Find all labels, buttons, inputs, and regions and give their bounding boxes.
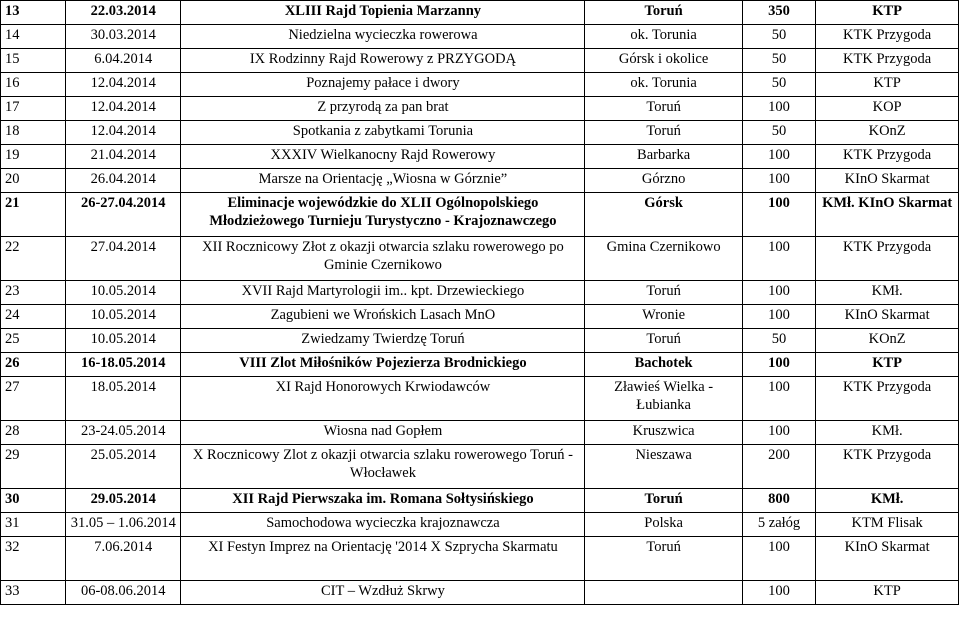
event-place: Kruszwica bbox=[585, 421, 742, 445]
event-name: Wiosna nad Gopłem bbox=[181, 421, 585, 445]
organizer: KTK Przygoda bbox=[816, 145, 959, 169]
event-name: VIII Zlot Miłośników Pojezierza Brodnickiego bbox=[181, 353, 585, 377]
participant-count: 200 bbox=[742, 445, 815, 489]
event-date: 10.05.2014 bbox=[66, 281, 181, 305]
participant-count: 100 bbox=[742, 193, 815, 237]
table-row bbox=[1, 73, 959, 97]
participant-count: 50 bbox=[742, 49, 815, 73]
event-name: Poznajemy pałace i dwory bbox=[181, 73, 585, 97]
event-number: 29 bbox=[1, 445, 66, 489]
event-date: 10.05.2014 bbox=[66, 329, 181, 353]
event-date: 16-18.05.2014 bbox=[66, 353, 181, 377]
event-name: CIT – Wzdłuż Skrwy bbox=[181, 581, 585, 605]
event-name: Niedzielna wycieczka rowerowa bbox=[181, 25, 585, 49]
event-number: 19 bbox=[1, 145, 66, 169]
table-row bbox=[1, 169, 959, 193]
table-row bbox=[1, 537, 959, 581]
organizer: KTK Przygoda bbox=[816, 445, 959, 489]
organizer: KInO Skarmat bbox=[816, 169, 959, 193]
participant-count: 5 załóg bbox=[742, 513, 815, 537]
event-place: Górsk bbox=[585, 193, 742, 237]
table-row bbox=[1, 25, 959, 49]
organizer: KMł. bbox=[816, 421, 959, 445]
event-number: 30 bbox=[1, 489, 66, 513]
event-name: XI Rajd Honorowych Krwiodawców bbox=[181, 377, 585, 421]
events-table-body bbox=[1, 1, 959, 605]
event-number: 17 bbox=[1, 97, 66, 121]
organizer: KTK Przygoda bbox=[816, 49, 959, 73]
event-place: Górzno bbox=[585, 169, 742, 193]
event-number: 28 bbox=[1, 421, 66, 445]
event-date: 18.05.2014 bbox=[66, 377, 181, 421]
participant-count: 50 bbox=[742, 73, 815, 97]
event-number: 26 bbox=[1, 353, 66, 377]
event-date: 6.04.2014 bbox=[66, 49, 181, 73]
event-date: 12.04.2014 bbox=[66, 97, 181, 121]
event-date: 30.03.2014 bbox=[66, 25, 181, 49]
event-place: Górsk i okolice bbox=[585, 49, 742, 73]
event-place: Toruń bbox=[585, 537, 742, 581]
table-row bbox=[1, 281, 959, 305]
event-place: Toruń bbox=[585, 281, 742, 305]
event-place: Wronie bbox=[585, 305, 742, 329]
table-row bbox=[1, 377, 959, 421]
event-number: 31 bbox=[1, 513, 66, 537]
event-name: IX Rodzinny Rajd Rowerowy z PRZYGODĄ bbox=[181, 49, 585, 73]
organizer: KMł. bbox=[816, 281, 959, 305]
event-date: 26.04.2014 bbox=[66, 169, 181, 193]
participant-count: 100 bbox=[742, 421, 815, 445]
participant-count: 100 bbox=[742, 97, 815, 121]
table-row bbox=[1, 237, 959, 281]
event-name: Samochodowa wycieczka krajoznawcza bbox=[181, 513, 585, 537]
event-name: XLIII Rajd Topienia Marzanny bbox=[181, 1, 585, 25]
participant-count: 100 bbox=[742, 305, 815, 329]
event-number: 25 bbox=[1, 329, 66, 353]
table-row bbox=[1, 49, 959, 73]
event-number: 22 bbox=[1, 237, 66, 281]
organizer: KTP bbox=[816, 353, 959, 377]
event-place: Toruń bbox=[585, 1, 742, 25]
table-row bbox=[1, 329, 959, 353]
participant-count: 100 bbox=[742, 537, 815, 581]
participant-count: 100 bbox=[742, 169, 815, 193]
event-date: 22.03.2014 bbox=[66, 1, 181, 25]
event-number: 20 bbox=[1, 169, 66, 193]
event-name: Z przyrodą za pan brat bbox=[181, 97, 585, 121]
event-number: 24 bbox=[1, 305, 66, 329]
participant-count: 100 bbox=[742, 237, 815, 281]
participant-count: 50 bbox=[742, 121, 815, 145]
event-number: 18 bbox=[1, 121, 66, 145]
organizer: KOP bbox=[816, 97, 959, 121]
event-name: XI Festyn Imprez na Orientację '2014 X Szprycha Skarmatu bbox=[181, 537, 585, 581]
event-place: Toruń bbox=[585, 489, 742, 513]
event-name: XII Rajd Pierwszaka im. Romana Sołtysińskiego bbox=[181, 489, 585, 513]
event-date: 25.05.2014 bbox=[66, 445, 181, 489]
table-row bbox=[1, 581, 959, 605]
event-place: Barbarka bbox=[585, 145, 742, 169]
table-row bbox=[1, 305, 959, 329]
event-date: 21.04.2014 bbox=[66, 145, 181, 169]
event-place: Zławieś Wielka - Łubianka bbox=[585, 377, 742, 421]
event-number: 32 bbox=[1, 537, 66, 581]
event-number: 23 bbox=[1, 281, 66, 305]
organizer: KInO Skarmat bbox=[816, 537, 959, 581]
event-name: XVII Rajd Martyrologii im.. kpt. Drzewieckiego bbox=[181, 281, 585, 305]
event-date: 7.06.2014 bbox=[66, 537, 181, 581]
event-number: 27 bbox=[1, 377, 66, 421]
organizer: KMł. bbox=[816, 489, 959, 513]
event-date: 26-27.04.2014 bbox=[66, 193, 181, 237]
table-row bbox=[1, 353, 959, 377]
event-place: Toruń bbox=[585, 121, 742, 145]
event-name: XXXIV Wielkanocny Rajd Rowerowy bbox=[181, 145, 585, 169]
event-place: Bachotek bbox=[585, 353, 742, 377]
event-place: Toruń bbox=[585, 97, 742, 121]
event-date: 29.05.2014 bbox=[66, 489, 181, 513]
participant-count: 350 bbox=[742, 1, 815, 25]
organizer: KTP bbox=[816, 1, 959, 25]
event-name: Marsze na Orientację „Wiosna w Górznie” bbox=[181, 169, 585, 193]
participant-count: 100 bbox=[742, 581, 815, 605]
organizer: KTM Flisak bbox=[816, 513, 959, 537]
event-number: 14 bbox=[1, 25, 66, 49]
organizer: KInO Skarmat bbox=[816, 305, 959, 329]
event-number: 13 bbox=[1, 1, 66, 25]
table-row bbox=[1, 445, 959, 489]
event-number: 15 bbox=[1, 49, 66, 73]
event-place: Polska bbox=[585, 513, 742, 537]
event-name: X Rocznicowy Zlot z okazji otwarcia szlaku rowerowego Toruń - Włocławek bbox=[181, 445, 585, 489]
event-date: 27.04.2014 bbox=[66, 237, 181, 281]
event-date: 06-08.06.2014 bbox=[66, 581, 181, 605]
organizer: KOnZ bbox=[816, 329, 959, 353]
event-name: Spotkania z zabytkami Torunia bbox=[181, 121, 585, 145]
event-place: Toruń bbox=[585, 329, 742, 353]
event-name: Eliminacje wojewódzkie do XLII Ogólnopolskiego Młodzieżowego Turnieju Turystyczno - Krajoznawczego bbox=[181, 193, 585, 237]
participant-count: 50 bbox=[742, 329, 815, 353]
event-date: 23-24.05.2014 bbox=[66, 421, 181, 445]
table-row bbox=[1, 121, 959, 145]
participant-count: 50 bbox=[742, 25, 815, 49]
event-place: Gmina Czernikowo bbox=[585, 237, 742, 281]
organizer: KMł. KInO Skarmat bbox=[816, 193, 959, 237]
event-number: 21 bbox=[1, 193, 66, 237]
organizer: KTK Przygoda bbox=[816, 25, 959, 49]
table-row bbox=[1, 421, 959, 445]
event-place bbox=[585, 581, 742, 605]
organizer: KTP bbox=[816, 581, 959, 605]
event-name: XII Rocznicowy Złot z okazji otwarcia szlaku rowerowego po Gminie Czernikowo bbox=[181, 237, 585, 281]
participant-count: 800 bbox=[742, 489, 815, 513]
event-place: ok. Torunia bbox=[585, 25, 742, 49]
table-row bbox=[1, 489, 959, 513]
organizer: KTP bbox=[816, 73, 959, 97]
organizer: KTK Przygoda bbox=[816, 237, 959, 281]
organizer: KTK Przygoda bbox=[816, 377, 959, 421]
event-date: 31.05 – 1.06.2014 bbox=[66, 513, 181, 537]
table-row bbox=[1, 193, 959, 237]
table-row bbox=[1, 1, 959, 25]
participant-count: 100 bbox=[742, 145, 815, 169]
event-name: Zagubieni we Wrońskich Lasach MnO bbox=[181, 305, 585, 329]
organizer: KOnZ bbox=[816, 121, 959, 145]
event-date: 12.04.2014 bbox=[66, 73, 181, 97]
event-name: Zwiedzamy Twierdzę Toruń bbox=[181, 329, 585, 353]
table-row bbox=[1, 513, 959, 537]
event-place: ok. Torunia bbox=[585, 73, 742, 97]
participant-count: 100 bbox=[742, 281, 815, 305]
participant-count: 100 bbox=[742, 353, 815, 377]
table-row bbox=[1, 145, 959, 169]
table-row bbox=[1, 97, 959, 121]
event-number: 33 bbox=[1, 581, 66, 605]
event-number: 16 bbox=[1, 73, 66, 97]
event-place: Nieszawa bbox=[585, 445, 742, 489]
event-date: 12.04.2014 bbox=[66, 121, 181, 145]
participant-count: 100 bbox=[742, 377, 815, 421]
event-date: 10.05.2014 bbox=[66, 305, 181, 329]
